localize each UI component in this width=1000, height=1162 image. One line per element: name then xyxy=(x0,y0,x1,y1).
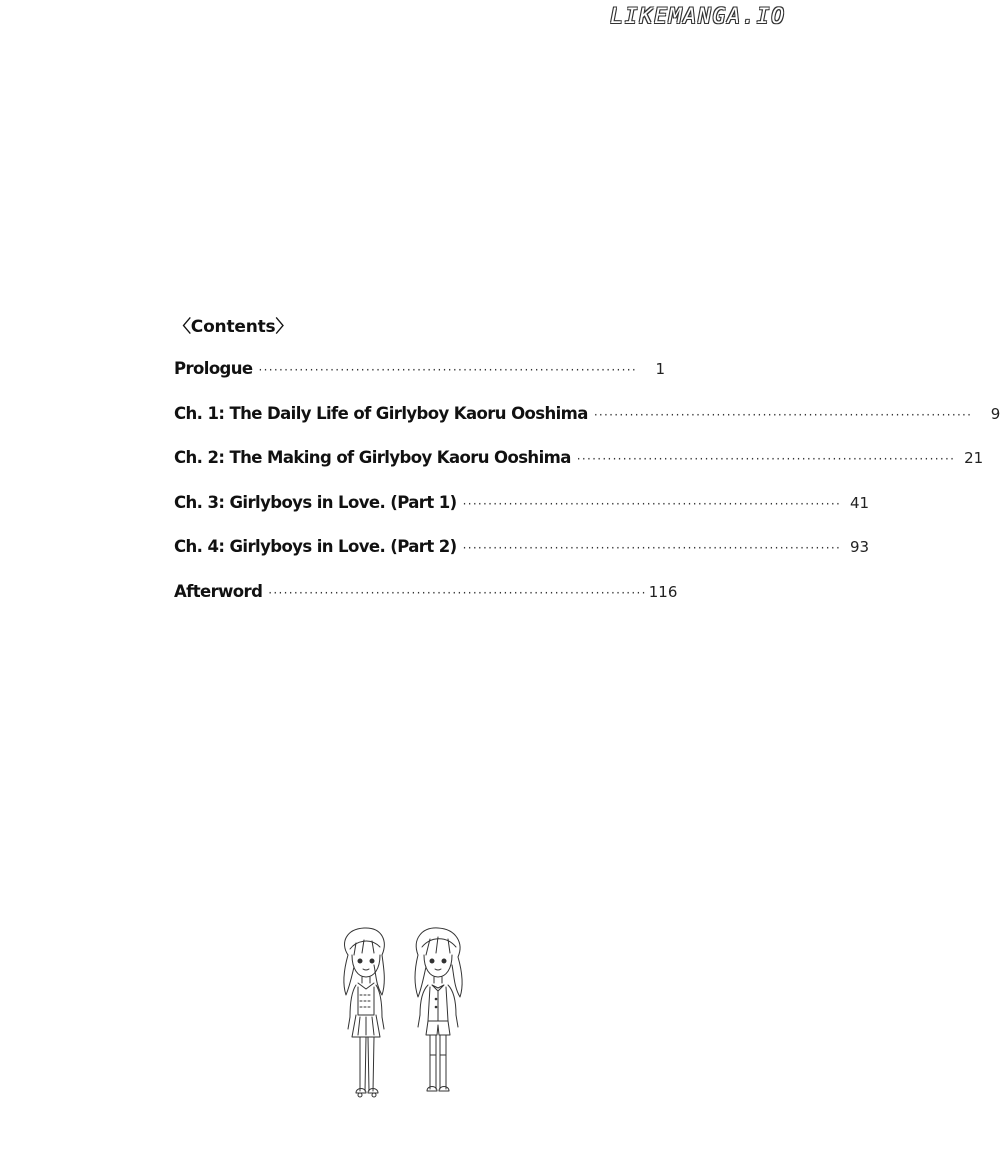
left-character-drawing xyxy=(344,928,384,1097)
toc-leader-dots: ·········································································· xyxy=(593,407,973,422)
toc-leader-dots: ·········································································· xyxy=(576,452,956,466)
toc-entry-page: 21 xyxy=(964,449,984,467)
toc-entry xyxy=(174,403,1000,449)
toc-entry xyxy=(174,537,870,582)
toc-leader-dots: ·········································································· xyxy=(462,541,842,555)
toc-entry-title: Ch. 1: The Daily Life of Girlyboy Kaoru Ooshima xyxy=(174,403,588,423)
toc-entry-page: 1 xyxy=(655,360,665,378)
toc-entry-page: 41 xyxy=(849,493,870,512)
toc-entry-title: Ch. 4: Girlyboys in Love. (Part 2) xyxy=(174,537,457,556)
toc-entry-page: 116 xyxy=(648,582,678,601)
right-character-drawing xyxy=(415,928,462,1091)
toc-entry-page: 93 xyxy=(849,538,870,556)
toc-entry-title: Afterword xyxy=(174,581,263,601)
toc-entry-title: Prologue xyxy=(174,359,253,378)
toc-leader-dots: ·········································································· xyxy=(462,496,842,511)
table-of-contents xyxy=(174,312,1000,626)
toc-heading: 〈Contents〉 xyxy=(174,317,293,337)
toc-entry xyxy=(174,492,870,538)
toc-entry-page: 9 xyxy=(990,404,1000,423)
toc-entry xyxy=(174,359,665,404)
chibi-characters-illustration xyxy=(326,925,476,1107)
toc-entry-title: Ch. 3: Girlyboys in Love. (Part 1) xyxy=(174,492,457,512)
toc-entry-title: Ch. 2: The Making of Girlyboy Kaoru Ooshima xyxy=(174,448,571,467)
toc-entry xyxy=(174,581,678,627)
toc-entry xyxy=(174,448,984,493)
site-watermark: LIKEMANGA.IO xyxy=(610,4,786,28)
toc-leader-dots: ·········································································· xyxy=(258,363,637,377)
toc-leader-dots: ·········································································· xyxy=(268,585,647,600)
